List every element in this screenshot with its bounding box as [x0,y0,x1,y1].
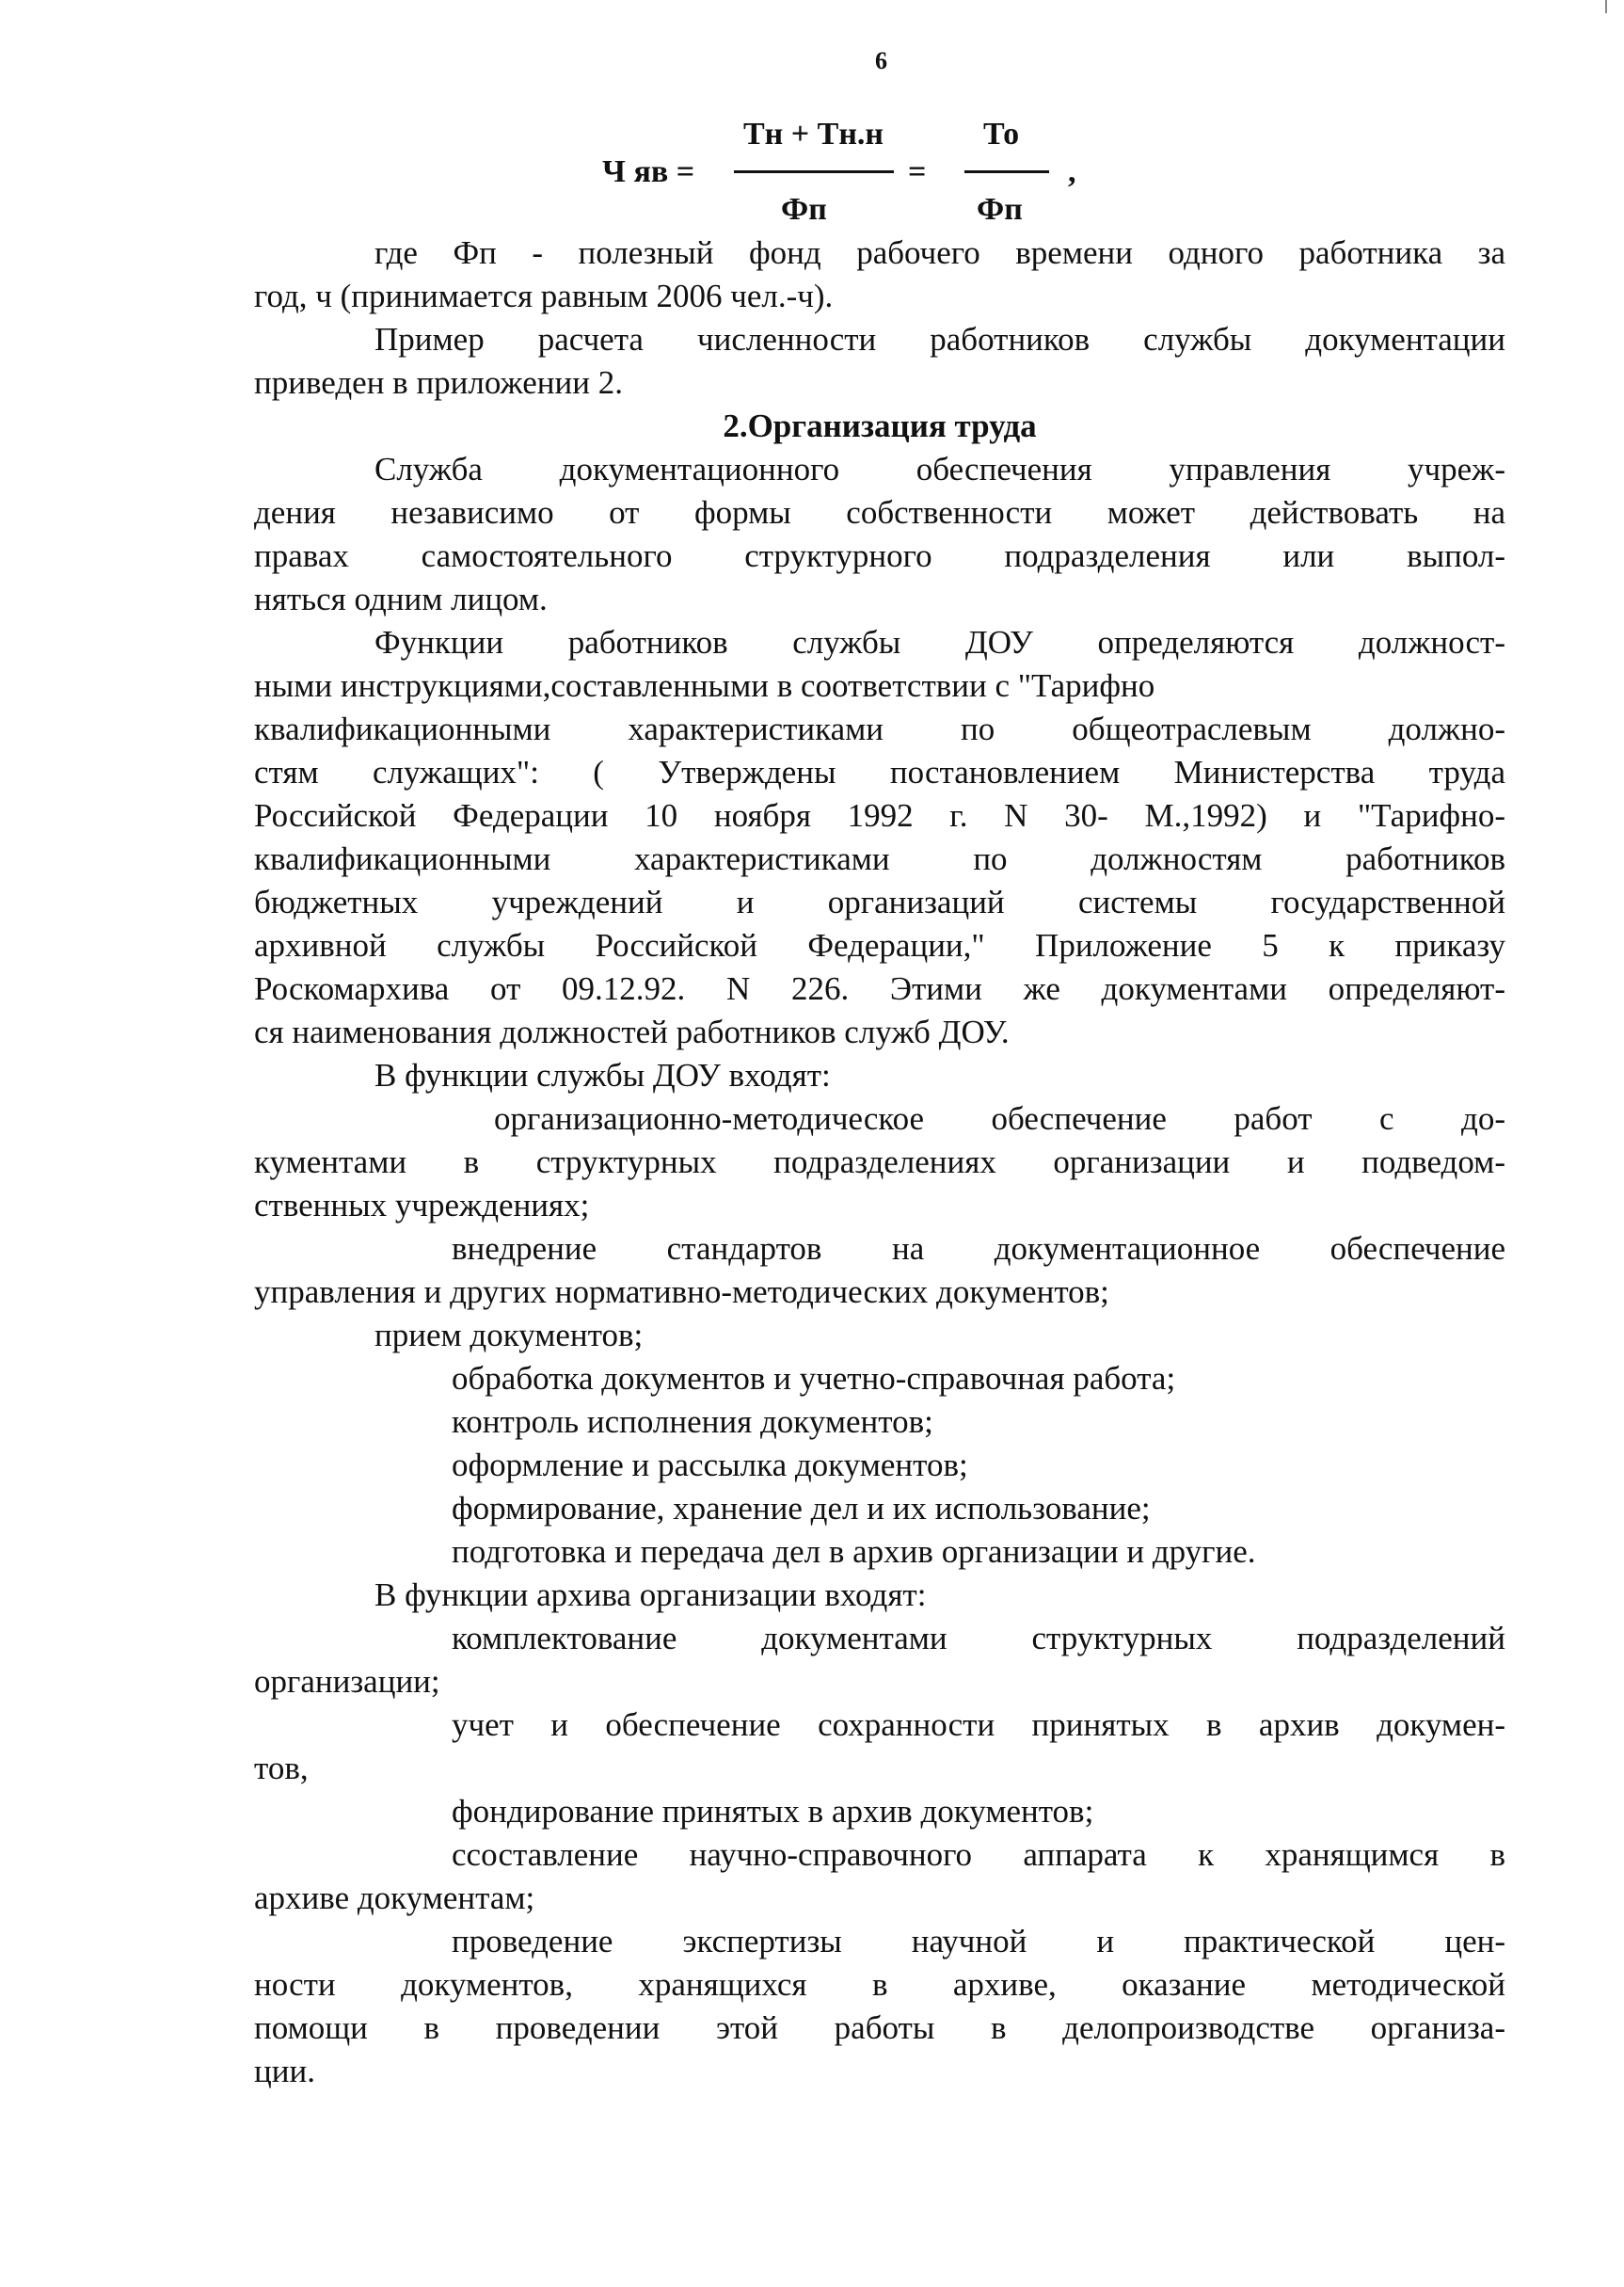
text-line: правах самостоятельного структурного подразделения или выпол- [254,537,1505,574]
text-line: архиве документам; [254,1879,535,1916]
text-line: оформление и рассылка документов; [452,1447,968,1483]
formula-lhs: Ч яв = [602,154,695,189]
text-line: Роскомархива от 09.12.92. N 226. Этими же документами определяют- [254,970,1505,1007]
text-line: Функции работников службы ДОУ определяются должност- [374,624,1505,661]
text-line: подготовка и передача дел в архив организации и другие. [452,1533,1256,1570]
text-line: 2.Организация труда [723,408,1037,444]
text-line: ссоставление научно-справочного аппарата к хранящимся в [452,1836,1505,1873]
document-body [254,232,1505,2093]
text-line: ции. [254,2053,315,2089]
text-line: бюджетных учреждений и организаций системы государственной [254,884,1505,920]
text-line: где Фп - полезный фонд рабочего времени одного работника за [374,234,1505,271]
formula-equals: = [908,154,927,189]
text-line: внедрение стандартов на документационное обеспечение [452,1230,1505,1267]
text-line: фондирование принятых в архив документов; [452,1793,1094,1830]
text-line: формирование, хранение дел и их использование; [452,1490,1151,1527]
formula-denominator-1: Фп [781,192,827,227]
formula [602,111,1091,243]
text-line: прием документов; [374,1317,644,1353]
formula-comma: , [1068,154,1076,189]
scan-mark [1605,0,1607,13]
text-line: стям служащих": ( Утверждены постановлением Министерства труда [254,754,1505,791]
text-line: организации; [254,1663,440,1700]
text-line: ными инструкциями,составленными в соответствии с "Тарифно [254,667,1155,704]
text-line: комплектование документами структурных подразделений [452,1620,1505,1656]
formula-numerator-1: Тн + Тн.н [743,117,884,152]
text-line: дения независимо от формы собственности может действовать на [254,494,1505,531]
text-line: помощи в проведении этой работы в делопроизводстве организа- [254,2009,1505,2046]
text-line: управления и других нормативно-методических документов; [254,1273,1109,1310]
text-line: год, ч (принимается равным 2006 чел.-ч). [254,278,834,314]
text-line: обработка документов и учетно-справочная работа; [452,1360,1176,1397]
text-line: квалификационными характеристиками по общеотраслевым должно- [254,711,1505,747]
text-line: контроль исполнения документов; [452,1403,933,1440]
fraction-bar-1 [734,170,894,173]
text-line: няться одним лицом. [254,581,548,617]
fraction-bar-2 [964,170,1049,173]
text-line: В функции службы ДОУ входят: [374,1057,831,1094]
text-line: кументами в структурных подразделениях организации и подведом- [254,1144,1505,1180]
text-line: приведен в приложении 2. [254,364,623,401]
text-line: Пример расчета численности работников службы документации [374,321,1505,358]
text-line: ности документов, хранящихся в архиве, оказание методической [254,1966,1505,2003]
page-number: 6 [875,47,887,74]
text-line: ственных учреждениях; [254,1187,590,1223]
formula-numerator-2: То [983,117,1020,152]
text-line: тов, [254,1750,309,1786]
text-line: ся наименования должностей работников служб ДОУ. [254,1014,1010,1050]
text-line: В функции архива организации входят: [374,1576,927,1613]
text-line: архивной службы Российской Федерации," Приложение 5 к приказу [254,927,1505,964]
text-line: учет и обеспечение сохранности принятых в архив докумен- [452,1706,1505,1743]
text-line: Служба документационного обеспечения управления учреж- [374,451,1505,488]
text-line: проведение экспертизы научной и практической цен- [452,1923,1505,1959]
text-line: квалификационными характеристиками по должностям работников [254,840,1505,877]
text-line: Российской Федерации 10 ноября 1992 г. N 30- М.,1992) и "Тарифно- [254,797,1505,834]
formula-denominator-2: Фп [977,192,1023,227]
text-line: организационно-методическое обеспечение работ с до- [494,1100,1505,1137]
